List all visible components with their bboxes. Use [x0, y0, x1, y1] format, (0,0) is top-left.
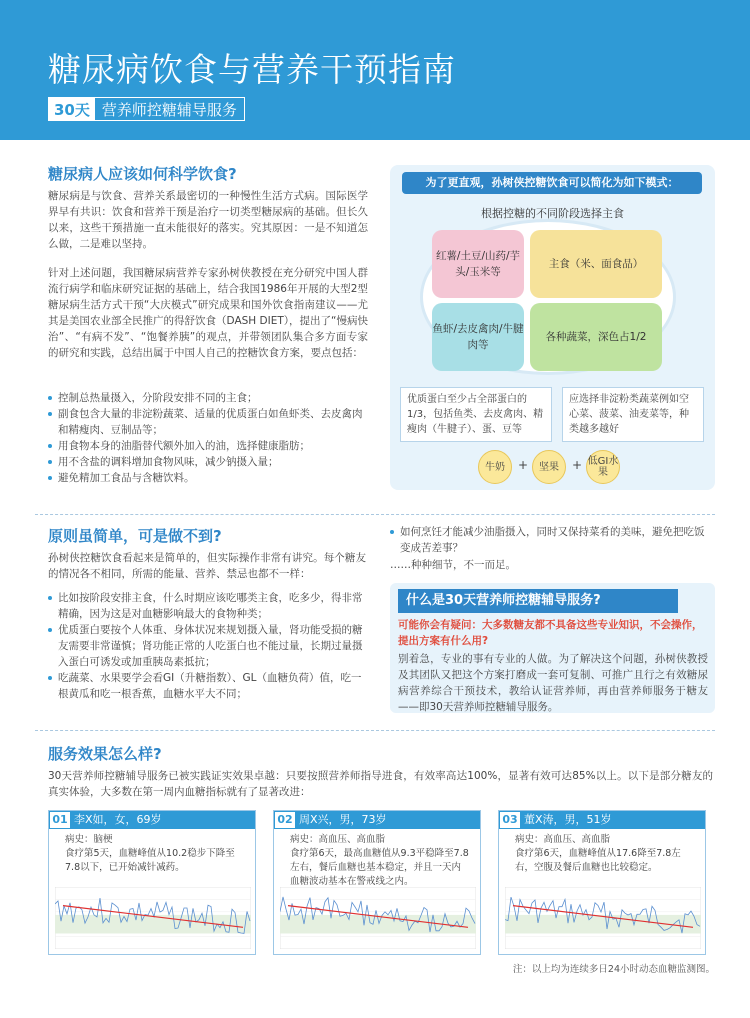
service-box-title: 什么是30天营养师控糖辅导服务? — [398, 589, 678, 613]
circle-nuts: 坚果 — [532, 450, 566, 484]
list-item: 避免精加工食品与含糖饮料。 — [48, 470, 368, 486]
divider — [35, 730, 715, 731]
circle-low-gi-fruit: 低GI水果 — [586, 450, 620, 484]
footnote: 注：以上均为连续多日24小时动态血糖监测图。 — [512, 964, 715, 975]
panel-caption: 根据控糖的不同阶段选择主食 — [481, 207, 624, 220]
divider — [35, 514, 715, 515]
case-number: 03 — [500, 812, 520, 828]
service-box-text: 别着急，专业的事有专业的人做。为了解决这个问题，孙树侠教授及其团队又把这个方案打磨成一套可复制、可推广且行之有效糖尿病营养综合干预技术，教给认证营养师，再由营养师服务于糖友——即30天营养师控糖辅导服务。 — [398, 653, 708, 713]
case-name: 李X如，女，69岁 — [74, 813, 162, 826]
case-card-3 — [498, 810, 706, 955]
case-name: 董X涛，男，51岁 — [524, 813, 612, 826]
section2-more: ……种种细节，不一而足。 — [390, 559, 516, 571]
badge-service: 营养师控糖辅导服务 — [101, 101, 237, 119]
list-item: 用食物本身的油脂替代额外加入的油，选择健康脂肪； — [48, 438, 368, 454]
list-item: 用不含盐的调料增加食物风味，减少钠摄入量； — [48, 454, 368, 470]
case-history: 病史：高血压、高血脂 — [290, 834, 386, 845]
list-item: 比如按阶段安排主食，什么时期应该吃哪类主食，吃多少，得非常精确，因为这是对血糖影响最大的食物种类； — [48, 590, 366, 622]
case-history: 病史：脑梗 — [65, 834, 113, 845]
section2-para1: 孙树侠控糖饮食看起来是简单的，但实际操作非常有讲究。每个糖友的情况各不相同，所需的能量、营养、禁忌也都不一样： — [48, 552, 366, 580]
list-item: 优质蛋白要按个人体重、身体状况来规划摄入量，肾功能受损的糖友需要非常谨慎；肾功能正常的人吃蛋白也不能过量，长期过量摄入蛋白可诱发或加重胰岛素抵抗； — [48, 622, 366, 670]
plus-sign: + — [572, 458, 583, 472]
section3-para: 30天营养师控糖辅导服务已被实践证实效果卓越：只要按照营养师指导进食，有效率高达100%，显著有效可达85%以上。以下是部分糖友的真实体验，大多数在第一周内血糖指标就有了显著改进： — [48, 770, 713, 798]
section2-bullets — [48, 590, 366, 702]
badge-days: 30天 — [49, 98, 95, 120]
diet-model-panel — [390, 165, 715, 490]
service-badge — [48, 97, 245, 121]
case-text: 食疗第5天，血糖峰值从10.2稳步下降至7.8以下，已开始减针减药。 — [65, 848, 235, 873]
service-box-question: 可能你会有疑问：大多数糖友都不具备这些专业知识，不会操作，提出方案有什么用? — [398, 619, 703, 647]
section2-right-bullets — [390, 524, 710, 556]
glucose-chart — [505, 887, 701, 949]
header-banner — [0, 0, 750, 140]
case-card-1 — [48, 810, 256, 955]
case-card-2 — [273, 810, 481, 955]
quadrant-starch: 红薯/土豆/山药/芋头/玉米等 — [432, 230, 524, 298]
plus-sign: + — [518, 458, 529, 472]
list-item: 吃蔬菜、水果要学会看GI（升糖指数）、GL（血糖负荷）值，吃一根黄瓜和吃一根香蕉，血糖水平大不同； — [48, 670, 366, 702]
note-vegetables: 应选择非淀粉类蔬菜例如空心菜、菠菜、油麦菜等，种类越多越好 — [562, 387, 704, 442]
case-name: 周X兴，男，73岁 — [299, 813, 387, 826]
note-protein: 优质蛋白至少占全部蛋白的1/3，包括鱼类、去皮禽肉、精瘦肉（牛腱子）、蛋、豆等 — [400, 387, 552, 442]
section2-heading: 原则虽简单，可是做不到? — [48, 527, 222, 545]
page-title: 糖尿病饮食与营养干预指南 — [48, 50, 456, 89]
case-number: 02 — [275, 812, 295, 828]
list-item: 副食包含大量的非淀粉蔬菜、适量的优质蛋白如鱼虾类、去皮禽肉和精瘦肉、豆制品等； — [48, 406, 368, 438]
glucose-chart — [55, 887, 251, 949]
quadrant-vegetables: 各种蔬菜，深色占1/2 — [530, 303, 662, 371]
section1-para1: 糖尿病是与饮食、营养关系最密切的一种慢性生活方式病。国际医学界早有共识：饮食和营养干预是治疗一切类型糖尿病的基础。但长久以来，这些干预措施一直未能很好的落实。究其原因：一是不知道怎么做，二是难以坚持。 — [48, 190, 368, 250]
section1-bullets — [48, 390, 368, 486]
case-info — [290, 833, 470, 889]
list-item: 控制总热量摄入，分阶段安排不同的主食； — [48, 390, 368, 406]
section3-heading: 服务效果怎么样? — [48, 745, 162, 763]
case-history: 病史：高血压、高血脂 — [515, 834, 611, 845]
section1-para2: 针对上述问题，我国糖尿病营养专家孙树侠教授在充分研究中国人群流行病学和临床研究证据的基础上，结合我国1986年开展的大型2型糖尿病生活方式干预“大庆模式”研究成果和国外饮食指南建议——尤其是美国农业部全民推广的得舒饮食（DASH DIET），提出了“慢病快治”、“有病不发”、“饱餐养胰”的观点，并带领团队集合多方面专家的研究和实践，总结出属于中国人自己的控糖饮食方案，要点包括： — [48, 267, 368, 359]
case-info — [515, 833, 695, 875]
panel-title: 为了更直观，孙树侠控糖饮食可以简化为如下模式： — [402, 172, 702, 194]
case-header — [274, 811, 480, 829]
quadrant-protein: 鱼虾/去皮禽肉/牛腱肉等 — [432, 303, 524, 371]
case-text: 食疗第6天，最高血糖值从9.3平稳降至7.8左右，餐后血糖也基本稳定，并且一天内血糖波动基本在警戒线之内。 — [290, 848, 469, 887]
case-text: 食疗第6天，血糖峰值从17.6降至7.8左右，空腹及餐后血糖也比较稳定。 — [515, 848, 681, 873]
case-number: 01 — [50, 812, 70, 828]
case-info — [65, 833, 245, 875]
glucose-chart — [280, 887, 476, 949]
case-header — [499, 811, 705, 829]
list-item: 如何烹饪才能减少油脂摄入，同时又保持菜肴的美味，避免把吃饭变成苦差事？ — [390, 524, 710, 556]
circle-milk: 牛奶 — [478, 450, 512, 484]
section1-heading: 糖尿病人应该如何科学饮食? — [48, 165, 237, 183]
case-header — [49, 811, 255, 829]
quadrant-staple: 主食（米、面食品） — [530, 230, 662, 298]
service-box — [390, 583, 715, 713]
